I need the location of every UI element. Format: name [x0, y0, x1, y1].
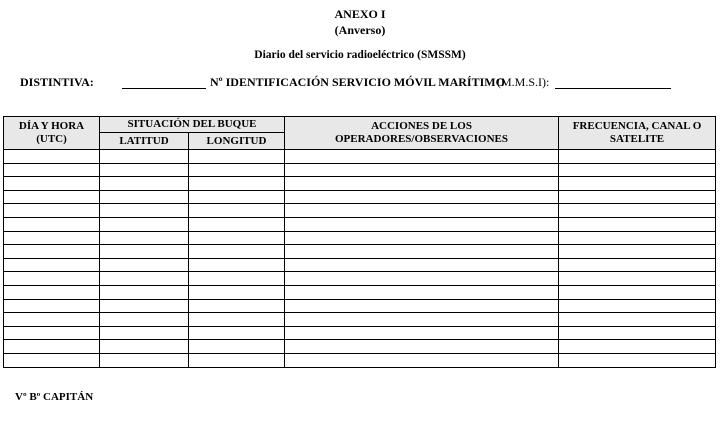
cell-frequency[interactable]: [559, 326, 716, 340]
document-subtitle: Diario del servicio radioeléctrico (SMSSM): [254, 49, 466, 61]
annex-title: ANEXO I: [334, 7, 386, 21]
cell-frequency[interactable]: [559, 258, 716, 272]
cell-longitude[interactable]: [189, 313, 285, 327]
cell-actions[interactable]: [285, 231, 559, 245]
cell-latitude[interactable]: [100, 258, 189, 272]
col-header-latitude: LATITUD: [100, 133, 189, 150]
cell-longitude[interactable]: [189, 285, 285, 299]
cell-latitude[interactable]: [100, 340, 189, 354]
cell-longitude[interactable]: [189, 326, 285, 340]
radio-log-table: [3, 116, 716, 368]
distintiva-label: DISTINTIVA:: [20, 75, 94, 89]
log-row: [4, 299, 716, 313]
cell-date-time[interactable]: [4, 245, 100, 259]
log-row: [4, 313, 716, 327]
log-row: [4, 245, 716, 259]
cell-date-time[interactable]: [4, 177, 100, 191]
log-row: [4, 285, 716, 299]
cell-date-time[interactable]: [4, 231, 100, 245]
cell-date-time[interactable]: [4, 353, 100, 367]
cell-latitude[interactable]: [100, 150, 189, 164]
mmsi-abbreviation: (M.M.S.I):: [497, 75, 550, 89]
cell-date-time[interactable]: [4, 340, 100, 354]
cell-longitude[interactable]: [189, 177, 285, 191]
log-row: [4, 163, 716, 177]
cell-date-time[interactable]: [4, 258, 100, 272]
cell-longitude[interactable]: [189, 217, 285, 231]
cell-actions[interactable]: [285, 299, 559, 313]
cell-latitude[interactable]: [100, 285, 189, 299]
log-row: [4, 204, 716, 218]
cell-frequency[interactable]: [559, 272, 716, 286]
cell-longitude[interactable]: [189, 150, 285, 164]
cell-actions[interactable]: [285, 313, 559, 327]
cell-date-time[interactable]: [4, 190, 100, 204]
cell-longitude[interactable]: [189, 163, 285, 177]
cell-latitude[interactable]: [100, 313, 189, 327]
cell-date-time[interactable]: [4, 150, 100, 164]
cell-latitude[interactable]: [100, 217, 189, 231]
cell-actions[interactable]: [285, 190, 559, 204]
cell-actions[interactable]: [285, 353, 559, 367]
cell-longitude[interactable]: [189, 272, 285, 286]
cell-date-time[interactable]: [4, 204, 100, 218]
cell-actions[interactable]: [285, 177, 559, 191]
cell-date-time[interactable]: [4, 285, 100, 299]
cell-frequency[interactable]: [559, 285, 716, 299]
cell-actions[interactable]: [285, 285, 559, 299]
cell-frequency[interactable]: [559, 299, 716, 313]
cell-frequency[interactable]: [559, 163, 716, 177]
cell-actions[interactable]: [285, 163, 559, 177]
cell-latitude[interactable]: [100, 190, 189, 204]
cell-frequency[interactable]: [559, 217, 716, 231]
col-header-ship-position: SITUACIÓN DEL BUQUE: [100, 117, 285, 133]
col-header-longitude: LONGITUD: [189, 133, 285, 150]
cell-date-time[interactable]: [4, 163, 100, 177]
cell-date-time[interactable]: [4, 299, 100, 313]
cell-latitude[interactable]: [100, 231, 189, 245]
log-row: [4, 353, 716, 367]
log-row: [4, 150, 716, 164]
cell-longitude[interactable]: [189, 190, 285, 204]
log-body: [4, 150, 716, 368]
cell-longitude[interactable]: [189, 258, 285, 272]
cell-latitude[interactable]: [100, 177, 189, 191]
cell-longitude[interactable]: [189, 231, 285, 245]
cell-actions[interactable]: [285, 245, 559, 259]
cell-date-time[interactable]: [4, 326, 100, 340]
col-header-date-time: DÍA Y HORA (UTC): [4, 117, 100, 150]
cell-date-time[interactable]: [4, 272, 100, 286]
col-header-operator-actions: ACCIONES DE LOS OPERADORES/OBSERVACIONES: [285, 117, 559, 150]
log-row: [4, 258, 716, 272]
cell-latitude[interactable]: [100, 163, 189, 177]
captain-approval: Vº Bº CAPITÁN: [15, 391, 94, 403]
cell-latitude[interactable]: [100, 272, 189, 286]
cell-frequency[interactable]: [559, 204, 716, 218]
cell-latitude[interactable]: [100, 204, 189, 218]
log-row: [4, 231, 716, 245]
cell-actions[interactable]: [285, 326, 559, 340]
log-row: [4, 217, 716, 231]
cell-actions[interactable]: [285, 258, 559, 272]
cell-frequency[interactable]: [559, 231, 716, 245]
log-row: [4, 190, 716, 204]
cell-frequency[interactable]: [559, 245, 716, 259]
cell-longitude[interactable]: [189, 340, 285, 354]
mmsi-label: Nº IDENTIFICACIÓN SERVICIO MÓVIL MARÍTIMO: [210, 75, 505, 89]
cell-longitude[interactable]: [189, 353, 285, 367]
cell-actions[interactable]: [285, 272, 559, 286]
log-row: [4, 272, 716, 286]
cell-frequency[interactable]: [559, 313, 716, 327]
log-row: [4, 326, 716, 340]
distintiva-blank: [122, 88, 206, 89]
identification-line: [20, 75, 710, 91]
cell-longitude[interactable]: [189, 245, 285, 259]
cell-latitude[interactable]: [100, 245, 189, 259]
cell-longitude[interactable]: [189, 299, 285, 313]
cell-latitude[interactable]: [100, 353, 189, 367]
annex-side: (Anverso): [334, 23, 386, 37]
log-row: [4, 340, 716, 354]
cell-frequency[interactable]: [559, 353, 716, 367]
cell-longitude[interactable]: [189, 204, 285, 218]
log-row: [4, 177, 716, 191]
cell-actions[interactable]: [285, 217, 559, 231]
cell-frequency[interactable]: [559, 190, 716, 204]
mmsi-blank: [555, 88, 671, 89]
cell-date-time[interactable]: [4, 217, 100, 231]
col-header-frequency: FRECUENCIA, CANAL O SATELITE: [559, 117, 716, 150]
cell-actions[interactable]: [285, 340, 559, 354]
cell-latitude[interactable]: [100, 326, 189, 340]
cell-actions[interactable]: [285, 204, 559, 218]
cell-date-time[interactable]: [4, 313, 100, 327]
cell-actions[interactable]: [285, 150, 559, 164]
cell-frequency[interactable]: [559, 340, 716, 354]
cell-frequency[interactable]: [559, 150, 716, 164]
cell-latitude[interactable]: [100, 299, 189, 313]
cell-frequency[interactable]: [559, 177, 716, 191]
